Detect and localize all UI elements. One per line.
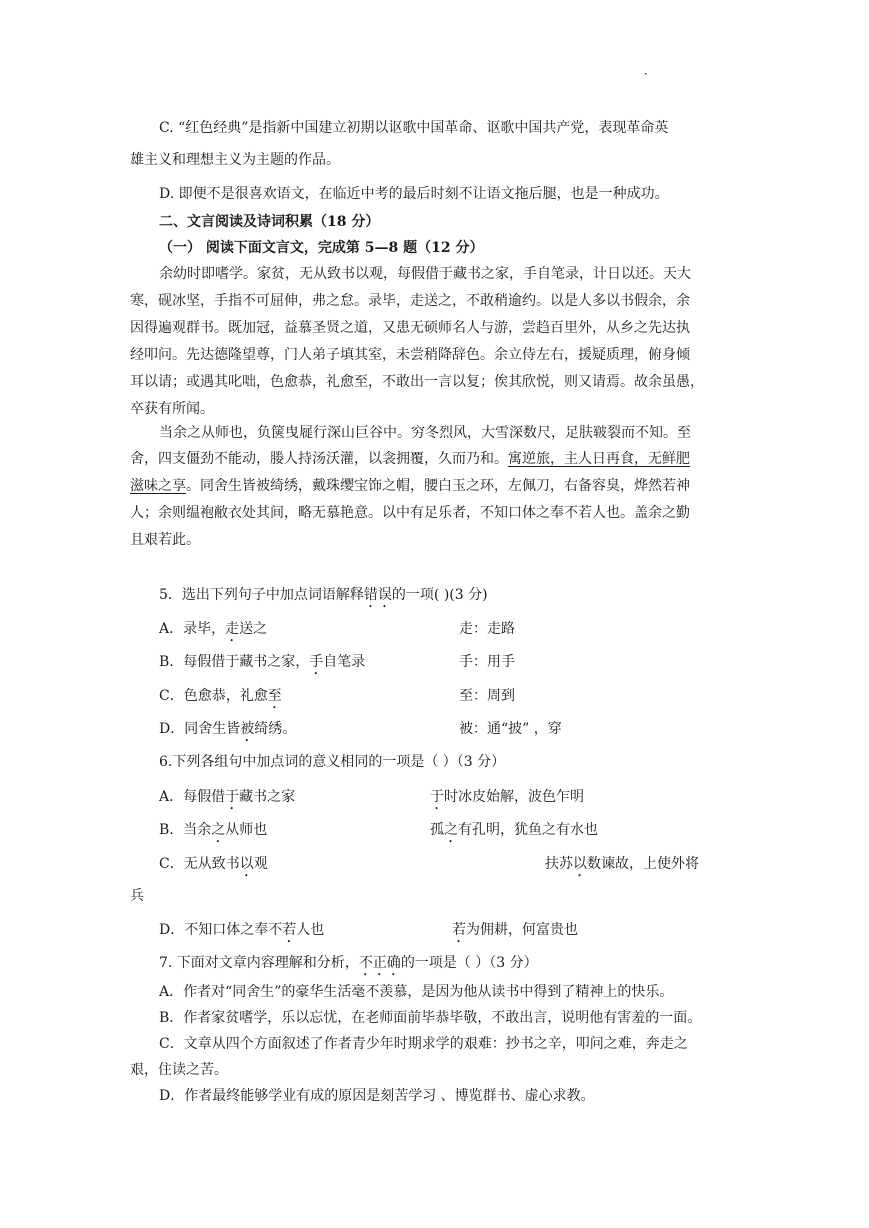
dotted-word: 被: [240, 721, 255, 737]
q4-option-d: D. 即便不是很喜欢语文，在临近中考的最后时刻不让语文拖后腿，也是一种成功。: [159, 186, 669, 202]
option-text: 送之: [239, 621, 268, 637]
q4-option-c-line1: C. “红色经典”是指新中国建立初期以讴歌中国革命、讴歌中国共产党，表现革命英: [159, 120, 669, 136]
q5-option-d-meaning: 被：通“披” ，穿: [459, 721, 562, 737]
passage-p1-line6: 卒获有所闻。: [130, 401, 214, 417]
q5-stem-emphasis: 错误: [363, 587, 392, 603]
option-text: 扶苏: [545, 856, 573, 872]
q6-option-d-left: [159, 920, 324, 946]
option-text: 为佣耕，何富贵也: [466, 922, 578, 938]
option-text: 绮绣。: [254, 721, 297, 737]
passage-p1-line5: 耳以请；或遇其叱咄，色愈恭，礼愈至，不敢出一言以复；俟其欣悦，则又请焉。故余虽愚，: [130, 374, 704, 390]
q7-option-c-line1: C．文章从四个方面叙述了作者青少年时期求学的艰难：抄书之辛，叩问之难，奔走之: [159, 1036, 688, 1052]
passage-p2-line3: [130, 476, 690, 496]
q6-option-d-right: [452, 920, 578, 946]
passage-p2-line1: 当余之从师也，负箧曳屣行深山巨谷中。穷冬烈风，大雪深数尺，足肤皲裂而不知。至: [159, 425, 691, 441]
q6-option-a-right: [430, 787, 584, 813]
passage-p2-line4: 人；余则缊袍敝衣处其间，略无慕艳意。以中有足乐者，不知口体之奉不若人也。盖余之勤: [130, 505, 690, 521]
q5-option-b: [159, 652, 365, 678]
dotted-word: 至: [267, 688, 282, 704]
option-text: 数谏故，上使外将: [587, 856, 699, 872]
option-text: 孤: [430, 822, 444, 838]
q6-stem: 6.下列各组句中加点词的意义相同的一项是（ ）（3 分）: [159, 754, 506, 770]
option-text: 时冰皮始解，波色乍明: [444, 789, 584, 805]
q7-option-b: B．作者家贫嗜学，乐以忘忧，在老师面前毕恭毕敬，不敢出言，说明他有害羞的一面。: [159, 1010, 702, 1026]
q5-option-c-meaning: 至：周到: [459, 688, 515, 704]
q6-option-c-right: [545, 854, 699, 880]
q7-stem-text: 7. 下面对文章内容理解和分析，: [159, 955, 359, 971]
q7-stem: [159, 953, 538, 979]
q5-option-a-meaning: 走：走路: [459, 621, 515, 637]
section-heading: 二、文言阅读及诗词积累（18 分）: [159, 214, 380, 230]
q6-option-a-left: [159, 787, 295, 813]
option-text: 自笔录: [323, 654, 366, 670]
option-text: B．当余: [159, 822, 212, 838]
option-text: B．每假借于藏书之家，: [159, 654, 310, 670]
underlined-sentence: 寓逆旅，主人日再食，无鲜肥: [508, 451, 690, 467]
q7-stem-emphasis: 不正确: [358, 955, 401, 971]
q7-option-a: A．作者对“同舍生”的豪华生活毫不羡慕，是因为他从读书中得到了精神上的快乐。: [159, 984, 674, 1000]
q5-stem: [159, 585, 488, 611]
q5-option-b-meaning: 手：用手: [459, 654, 515, 670]
dotted-word: 若: [282, 922, 297, 938]
dotted-word: 以: [573, 856, 587, 872]
passage-p1-line4: 经叩问。先达德隆望尊，门人弟子填其室，未尝稍降辞色。余立侍左右，援疑质理，俯身倾: [130, 347, 690, 363]
dotted-word: 走: [225, 621, 240, 637]
passage-p2-line5: 且艰若此。: [130, 532, 200, 548]
q5-stem-text: 的一项( )(3 分): [391, 587, 488, 603]
dotted-word: 以: [239, 856, 254, 872]
page-mark: ·: [644, 67, 648, 81]
dotted-word: 于: [225, 789, 240, 805]
passage-p1-line3: 因得遍观群书。既加冠，益慕圣贤之道，又患无硕师名人与游，尝趋百里外，从乡之先达执: [130, 320, 690, 336]
passage-text: 。同舍生皆被绮绣，戴珠缨宝饰之帽，腰白玉之环，左佩刀，右备容臭，烨然若神: [186, 478, 690, 494]
q5-option-c: [159, 686, 282, 712]
option-text: A．每假借: [159, 789, 226, 805]
q5-stem-text: 5．选出下列句子中加点词语解释: [159, 587, 364, 603]
option-text: A．录毕，: [159, 621, 226, 637]
q7-stem-text: 的一项是（ ）（3 分）: [400, 955, 538, 971]
dotted-word: 若: [452, 922, 466, 938]
option-text: D．不知口体之奉不: [159, 922, 283, 938]
passage-text: 舍，四支僵劲不能动，媵人持汤沃灌，以衾拥覆，久而乃和。: [130, 451, 508, 467]
passage-p2-line2: [130, 449, 690, 469]
option-text: C．色愈恭，礼愈: [159, 688, 268, 704]
dotted-word: 于: [430, 789, 444, 805]
option-text: D．同舍生皆: [159, 721, 241, 737]
underlined-sentence: 滋味之享: [130, 478, 186, 494]
q5-option-d: [159, 719, 296, 745]
q6-option-b-left: [159, 820, 267, 846]
option-text: 有孔明，犹鱼之有水也: [458, 822, 598, 838]
q6-option-c-wrap: 兵: [130, 888, 144, 904]
q6-option-b-right: [430, 820, 598, 846]
q7-option-c-line2: 艰，住读之苦。: [130, 1062, 228, 1078]
q7-option-d: D．作者最终能够学业有成的原因是刻苦学习 、博览群书、虚心求教。: [159, 1088, 595, 1104]
option-text: 藏书之家: [239, 789, 296, 805]
q6-option-c-left: [159, 854, 268, 880]
dotted-word: 之: [444, 822, 458, 838]
dotted-word: 之: [211, 822, 226, 838]
subsection-heading: （一） 阅读下面文言文，完成第 5—8 题（12 分）: [159, 240, 484, 256]
dotted-word: 手: [309, 654, 324, 670]
option-text: 从师也: [225, 822, 268, 838]
passage-p1-line1: 余幼时即嗜学。家贫，无从致书以观，每假借于藏书之家，手自笔录，计日以还。天大: [159, 266, 691, 282]
option-text: 观: [253, 856, 268, 872]
q5-option-a: [159, 619, 267, 645]
q4-option-c-line2: 雄主义和理想主义为主题的作品。: [130, 152, 340, 168]
passage-p1-line2: 寒，砚冰坚，手指不可屈伸，弗之怠。录毕，走送之，不敢稍逾约。以是人多以书假余，余: [130, 293, 690, 309]
option-text: 人也: [296, 922, 325, 938]
option-text: C．无从致书: [159, 856, 240, 872]
